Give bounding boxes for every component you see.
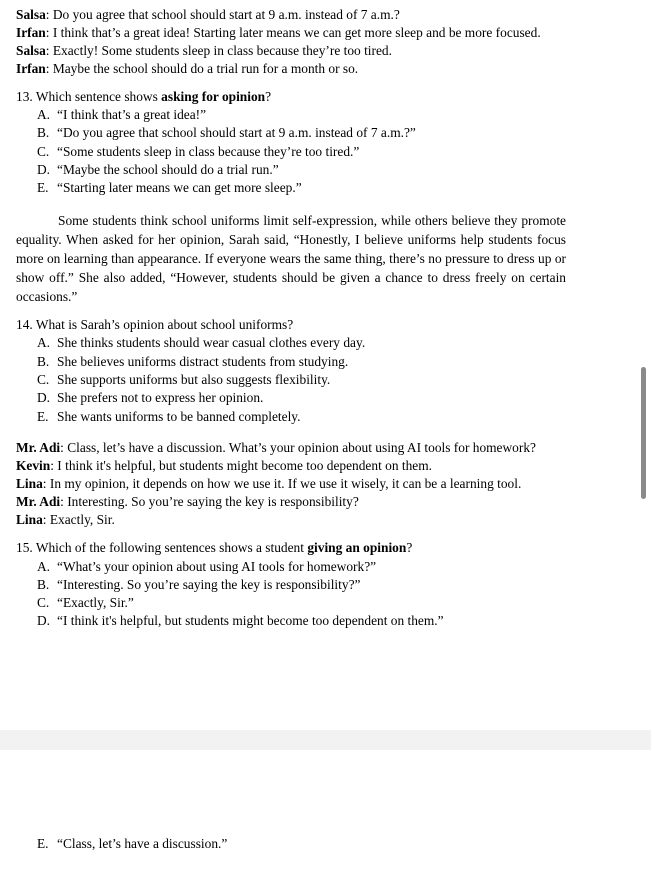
option-letter: C. bbox=[37, 144, 50, 159]
option-text: “Maybe the school should do a trial run.” bbox=[57, 162, 279, 177]
question-15-stem bbox=[16, 539, 412, 557]
dialog-line bbox=[16, 457, 432, 475]
dialog-text: : Class, let’s have a discussion. What’s your opinion about using AI tools for homework? bbox=[60, 440, 536, 455]
dialog-line bbox=[16, 6, 400, 24]
option-text: She thinks students should wear casual clothes every day. bbox=[57, 335, 366, 350]
speaker-name: Kevin bbox=[16, 458, 51, 473]
reading-passage bbox=[16, 211, 566, 306]
q13-option-e bbox=[37, 179, 302, 197]
dialog-text: : Interesting. So you’re saying the key is responsibility? bbox=[60, 494, 359, 509]
dialog-line bbox=[16, 24, 541, 42]
speaker-name: Lina bbox=[16, 512, 43, 527]
dialog-text: : Exactly, Sir. bbox=[42, 512, 115, 527]
question-14-stem: 14. What is Sarah’s opinion about school uniforms? bbox=[16, 317, 294, 332]
question-end: ? bbox=[265, 89, 272, 104]
option-text: “What’s your opinion about using AI tools for homework?” bbox=[57, 559, 377, 574]
q14-option-b bbox=[37, 353, 348, 371]
question-keyword: giving an opinion bbox=[307, 540, 407, 555]
dialog-text: : I think that’s a great idea! Starting later means we can get more sleep and be more focused. bbox=[45, 25, 541, 40]
passage-text: Some students think school uniforms limit self-expression, while others believe they promote equality. When asked for her opinion, Sarah said, “Honestly, I believe uniforms help students focus more on learning than appearance. If everyone wears the same thing, there’s no pressure to dress up or show off.” She also added, “However, students should be given a chance to dress freely on certain occasions.” bbox=[16, 213, 566, 304]
dialog-text: : Do you agree that school should start at 9 a.m. instead of 7 a.m.? bbox=[45, 7, 400, 22]
option-letter: B. bbox=[37, 125, 50, 140]
speaker-name: Salsa bbox=[16, 7, 46, 22]
speaker-name: Irfan bbox=[16, 25, 46, 40]
option-letter: B. bbox=[37, 577, 50, 592]
option-text: “I think it's helpful, but students might become too dependent on them.” bbox=[57, 613, 444, 628]
dialog-text: : Exactly! Some students sleep in class because they’re too tired. bbox=[45, 43, 392, 58]
option-letter: C. bbox=[37, 595, 50, 610]
scrollbar-thumb[interactable] bbox=[641, 367, 646, 499]
q15-option-e bbox=[37, 835, 227, 853]
option-text: “Do you agree that school should start at 9 a.m. instead of 7 a.m.?” bbox=[57, 125, 416, 140]
dialog-text: : Maybe the school should do a trial run for a month or so. bbox=[45, 61, 359, 76]
option-text: “I think that’s a great idea!” bbox=[57, 107, 207, 122]
option-letter: B. bbox=[37, 354, 50, 369]
speaker-name: Salsa bbox=[16, 43, 46, 58]
dialog-line bbox=[16, 439, 536, 457]
q13-option-d bbox=[37, 161, 279, 179]
q15-option-a bbox=[37, 558, 376, 576]
option-letter: A. bbox=[37, 107, 51, 122]
q13-option-c bbox=[37, 143, 359, 161]
question-keyword: asking for opinion bbox=[161, 89, 266, 104]
option-text: “Starting later means we can get more sleep.” bbox=[57, 180, 302, 195]
option-text: “Some students sleep in class because they’re too tired.” bbox=[57, 144, 360, 159]
q15-option-d bbox=[37, 612, 444, 630]
dialog-line bbox=[16, 60, 358, 78]
dialog-text: : I think it's helpful, but students might become too dependent on them. bbox=[50, 458, 432, 473]
option-text: She believes uniforms distract students from studying. bbox=[57, 354, 349, 369]
q14-option-c bbox=[37, 371, 330, 389]
question-text: 15. Which of the following sentences shows a student bbox=[16, 540, 308, 555]
q13-option-a bbox=[37, 106, 206, 124]
q13-option-b bbox=[37, 124, 416, 142]
speaker-name: Lina bbox=[16, 476, 43, 491]
speaker-name: Irfan bbox=[16, 61, 46, 76]
page-break bbox=[0, 730, 651, 750]
dialog-line bbox=[16, 511, 115, 529]
option-letter: E. bbox=[37, 180, 49, 195]
option-text: She supports uniforms but also suggests flexibility. bbox=[57, 372, 331, 387]
q15-option-b bbox=[37, 576, 360, 594]
dialog-line bbox=[16, 475, 521, 493]
option-letter: A. bbox=[37, 335, 51, 350]
option-letter: C. bbox=[37, 372, 50, 387]
option-text: “Class, let’s have a discussion.” bbox=[57, 836, 228, 851]
speaker-name: Mr. Adi bbox=[16, 440, 61, 455]
dialog-text: : In my opinion, it depends on how we use it. If we use it wisely, it can be a learning tool. bbox=[42, 476, 522, 491]
speaker-name: Mr. Adi bbox=[16, 494, 61, 509]
q15-option-c bbox=[37, 594, 134, 612]
option-letter: E. bbox=[37, 409, 49, 424]
option-text: “Interesting. So you’re saying the key is responsibility?” bbox=[57, 577, 361, 592]
option-letter: E. bbox=[37, 836, 49, 851]
question-13-stem bbox=[16, 88, 271, 106]
q14-option-a bbox=[37, 334, 365, 352]
q14-option-d bbox=[37, 389, 263, 407]
option-text: She prefers not to express her opinion. bbox=[57, 390, 264, 405]
option-letter: D. bbox=[37, 613, 51, 628]
question-end: ? bbox=[406, 540, 413, 555]
option-letter: D. bbox=[37, 390, 51, 405]
question-text: 13. Which sentence shows bbox=[16, 89, 162, 104]
option-text: “Exactly, Sir.” bbox=[57, 595, 134, 610]
option-letter: D. bbox=[37, 162, 51, 177]
q14-option-e bbox=[37, 408, 300, 426]
option-text: She wants uniforms to be banned completely. bbox=[57, 409, 301, 424]
dialog-line bbox=[16, 493, 359, 511]
dialog-line bbox=[16, 42, 392, 60]
option-letter: A. bbox=[37, 559, 51, 574]
